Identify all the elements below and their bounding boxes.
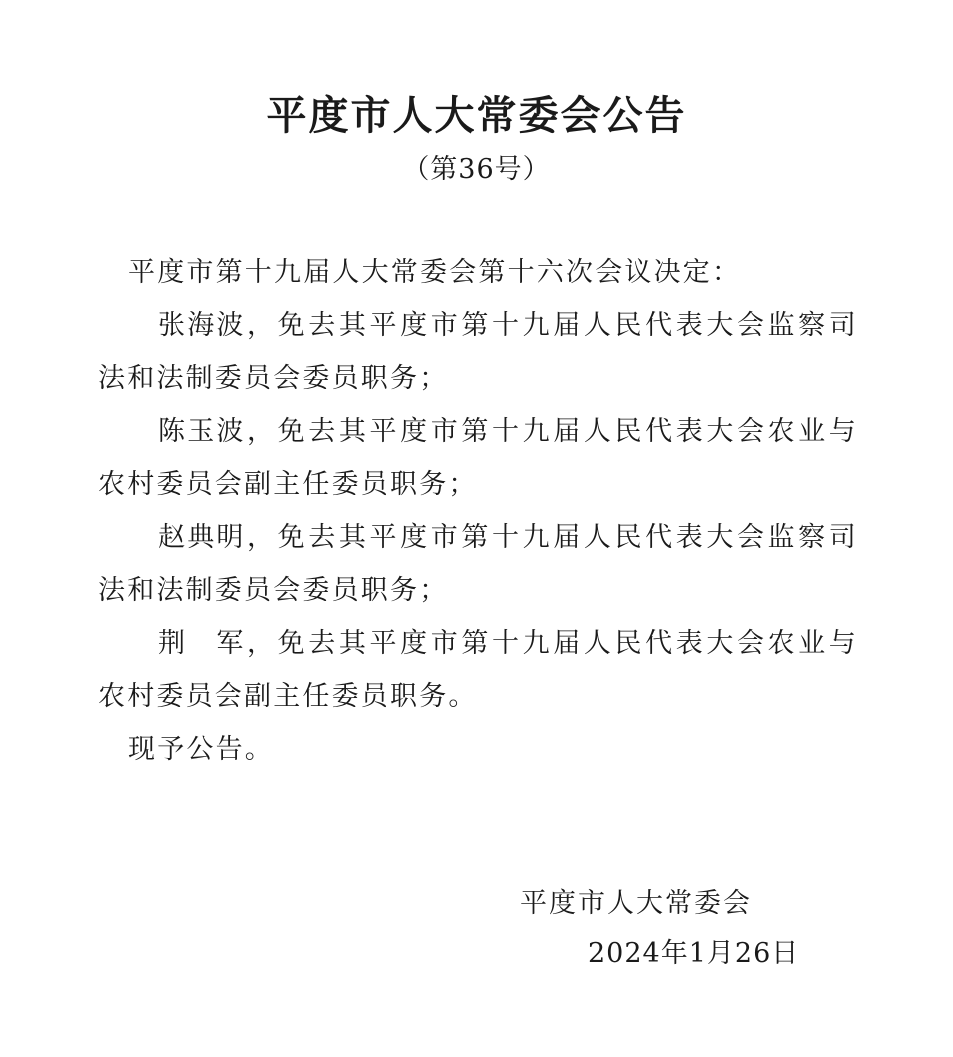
notice-body: [98, 246, 858, 776]
dismissal-text: ，免去其平度市第十九届人民代表大会监察司法和法制委员会委员职务；: [98, 522, 858, 606]
person-name: 荆 军: [158, 628, 246, 659]
intro-paragraph: 平度市第十九届人大常委会第十六次会议决定：: [128, 257, 742, 288]
dismissal-text: ，免去其平度市第十九届人民代表大会监察司法和法制委员会委员职务；: [98, 310, 858, 394]
signature-date: 2024年1月26日: [588, 938, 800, 969]
signature-org: 平度市人大常委会: [520, 888, 752, 919]
notice-number: （第36号）: [402, 154, 551, 185]
dismissal-text: ，免去其平度市第十九届人民代表大会农业与农村委员会副主任委员职务。: [98, 628, 858, 712]
person-name: 赵典明: [158, 522, 246, 553]
notice-title: 平度市人大常委会公告: [266, 92, 687, 139]
dismissal-text: ，免去其平度市第十九届人民代表大会农业与农村委员会副主任委员职务；: [98, 416, 858, 500]
dismissal-paragraph: [98, 511, 858, 617]
closing-paragraph: 现予公告。: [128, 734, 274, 765]
dismissal-paragraph: [98, 617, 858, 723]
person-name: 张海波: [158, 310, 246, 341]
dismissal-paragraph: [98, 299, 858, 405]
dismissal-paragraph: [98, 405, 858, 511]
person-name: 陈玉波: [158, 416, 246, 447]
